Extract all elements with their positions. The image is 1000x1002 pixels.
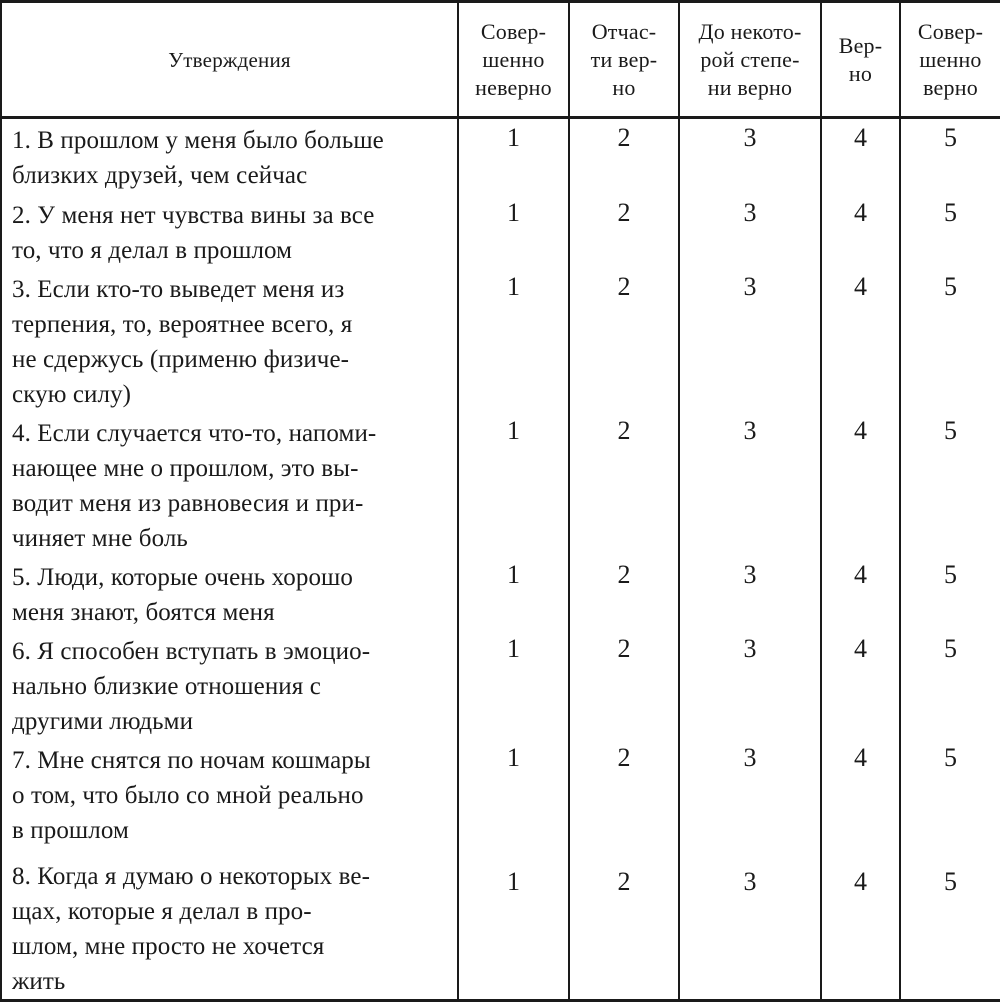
table-row bbox=[1, 118, 1000, 194]
score-cell: 3 bbox=[679, 556, 821, 630]
statement-cell bbox=[1, 630, 458, 739]
score-cell: 2 bbox=[569, 268, 679, 412]
score-cell: 2 bbox=[569, 118, 679, 194]
statement-line: 3. Если кто-то выведет меня из bbox=[12, 275, 345, 303]
score-cell: 1 bbox=[458, 556, 569, 630]
header-line: шенно bbox=[482, 46, 545, 72]
statement-line: 2. У меня нет чувства вины за все bbox=[12, 201, 375, 229]
statement-line: нающее мне о прошлом, это вы- bbox=[12, 454, 359, 482]
option-header-completely-true bbox=[900, 2, 1000, 118]
statement-line: терпения, то, вероятнее всего, я bbox=[12, 310, 353, 338]
statement-cell bbox=[1, 739, 458, 849]
score-cell: 1 bbox=[458, 194, 569, 268]
header-line: ти вер- bbox=[590, 46, 658, 72]
score-cell: 1 bbox=[458, 739, 569, 849]
score-cell: 2 bbox=[569, 630, 679, 739]
score-cell: 1 bbox=[458, 412, 569, 556]
statements-column-header bbox=[1, 2, 458, 118]
statement-line: близких друзей, чем сейчас bbox=[12, 162, 308, 189]
statement-cell bbox=[1, 268, 458, 412]
header-line: До некото- bbox=[698, 18, 802, 44]
score-cell: 4 bbox=[821, 739, 900, 849]
header-line: Совер- bbox=[480, 18, 547, 44]
score-cell: 4 bbox=[821, 268, 900, 412]
score-cell: 3 bbox=[679, 194, 821, 268]
statement-line: меня знают, боятся меня bbox=[12, 598, 275, 626]
header-line: рой степе- bbox=[700, 46, 800, 72]
option-header-completely-false bbox=[458, 2, 569, 118]
statement-line: шлом, мне просто не хочется bbox=[12, 932, 325, 960]
table-row bbox=[1, 739, 1000, 849]
statement-line: 4. Если случается что-то, напоми- bbox=[12, 419, 377, 447]
statement-line: то, что я делал в прошлом bbox=[12, 236, 293, 264]
score-cell: 4 bbox=[821, 194, 900, 268]
score-cell: 2 bbox=[569, 849, 679, 1001]
statement-line: водит меня из равновесия и при- bbox=[12, 489, 364, 517]
header-line: неверно bbox=[475, 74, 552, 100]
table-row bbox=[1, 412, 1000, 556]
score-cell: 4 bbox=[821, 118, 900, 194]
statement-cell bbox=[1, 849, 458, 1001]
score-cell: 1 bbox=[458, 268, 569, 412]
score-cell: 5 bbox=[900, 268, 1000, 412]
header-line: Совер- bbox=[917, 18, 984, 44]
header-line: шенно bbox=[919, 46, 982, 72]
table-row bbox=[1, 849, 1000, 1001]
statement-line: 1. В прошлом у меня было больше bbox=[12, 127, 384, 154]
statement-line: чиняет мне боль bbox=[12, 524, 188, 552]
score-cell: 1 bbox=[458, 849, 569, 1001]
score-cell: 3 bbox=[679, 412, 821, 556]
score-cell: 4 bbox=[821, 412, 900, 556]
statement-cell bbox=[1, 556, 458, 630]
statement-line: 6. Я способен вступать в эмоцио- bbox=[12, 637, 371, 665]
statement-line: жить bbox=[12, 967, 66, 995]
statements-header-label: Утверждения bbox=[168, 47, 291, 72]
statement-cell bbox=[1, 194, 458, 268]
statement-line: в прошлом bbox=[12, 816, 129, 844]
statement-line: нально близкие отношения с bbox=[12, 672, 321, 700]
score-cell: 5 bbox=[900, 849, 1000, 1001]
option-header-partly-true bbox=[569, 2, 679, 118]
table-row bbox=[1, 630, 1000, 739]
statement-cell bbox=[1, 412, 458, 556]
score-cell: 5 bbox=[900, 194, 1000, 268]
statement-line: не сдержусь (применю физиче- bbox=[12, 345, 350, 373]
header-line: но bbox=[612, 74, 636, 100]
table-row bbox=[1, 556, 1000, 630]
score-cell: 5 bbox=[900, 118, 1000, 194]
statement-cell bbox=[1, 118, 458, 194]
score-cell: 5 bbox=[900, 556, 1000, 630]
header-line: верно bbox=[923, 74, 978, 100]
statement-line: 8. Когда я думаю о некоторых ве- bbox=[12, 862, 371, 890]
score-cell: 3 bbox=[679, 739, 821, 849]
statement-line: щах, которые я делал в про- bbox=[12, 897, 312, 925]
option-header-true bbox=[821, 2, 900, 118]
score-cell: 2 bbox=[569, 739, 679, 849]
header-line: Вер- bbox=[838, 32, 883, 58]
statement-line: о том, что было со мной реально bbox=[12, 781, 364, 809]
score-cell: 3 bbox=[679, 849, 821, 1001]
option-header-somewhat-true bbox=[679, 2, 821, 118]
score-cell: 5 bbox=[900, 630, 1000, 739]
statement-line: 7. Мне снятся по ночам кошмары bbox=[12, 746, 371, 774]
score-cell: 3 bbox=[679, 268, 821, 412]
score-cell: 2 bbox=[569, 412, 679, 556]
statement-line: другими людьми bbox=[12, 707, 194, 735]
score-cell: 4 bbox=[821, 849, 900, 1001]
statement-line: скую силу) bbox=[12, 380, 132, 408]
score-cell: 2 bbox=[569, 556, 679, 630]
score-cell: 4 bbox=[821, 630, 900, 739]
header-row bbox=[1, 2, 1000, 118]
score-cell: 5 bbox=[900, 739, 1000, 849]
score-cell: 2 bbox=[569, 194, 679, 268]
score-cell: 1 bbox=[458, 118, 569, 194]
table-row bbox=[1, 268, 1000, 412]
score-cell: 5 bbox=[900, 412, 1000, 556]
header-line: ни верно bbox=[707, 74, 793, 100]
header-line: Отчас- bbox=[591, 18, 657, 44]
statement-line: 5. Люди, которые очень хорошо bbox=[12, 563, 353, 591]
score-cell: 1 bbox=[458, 630, 569, 739]
score-cell: 3 bbox=[679, 118, 821, 194]
table-row bbox=[1, 194, 1000, 268]
score-cell: 4 bbox=[821, 556, 900, 630]
score-cell: 3 bbox=[679, 630, 821, 739]
header-line: но bbox=[848, 60, 873, 86]
